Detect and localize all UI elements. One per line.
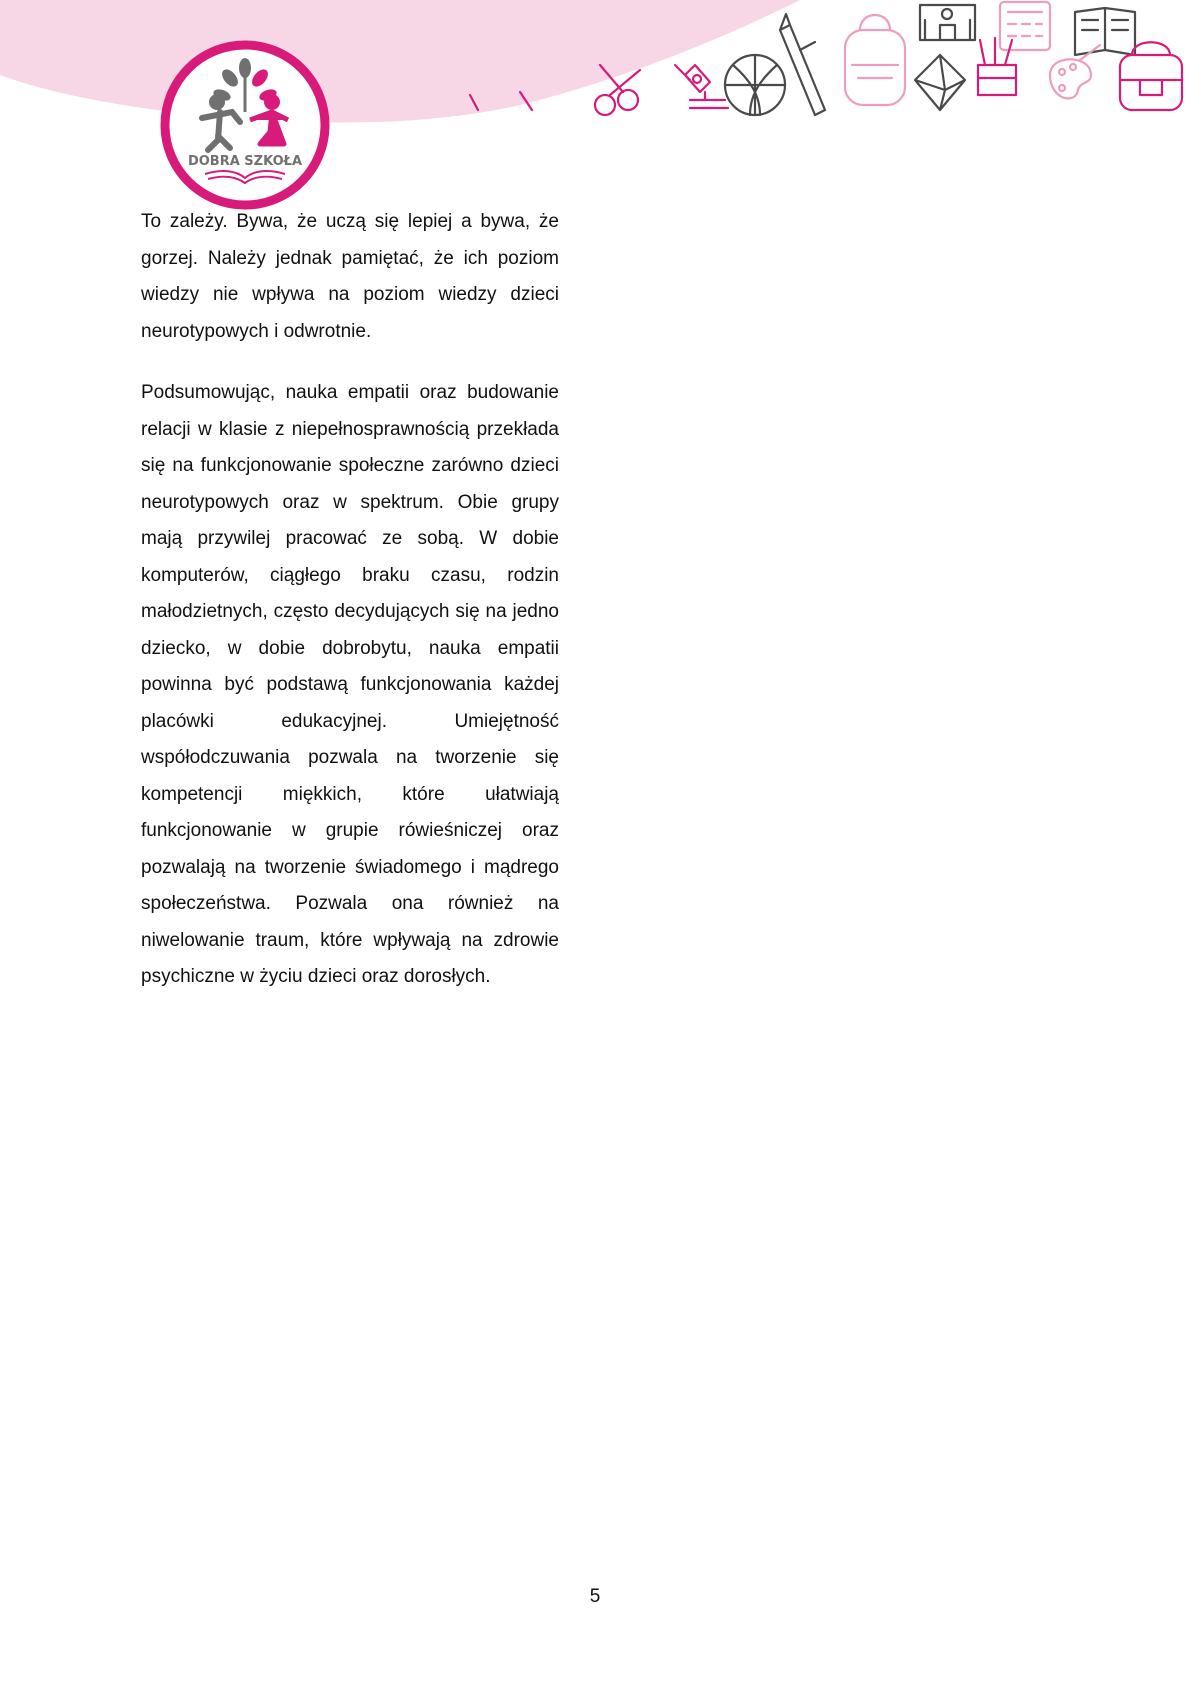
pencil-icon [780, 14, 825, 115]
backpack-icon [845, 15, 905, 105]
paragraph: Podsumowując, nauka empatii oraz budowanie relacji w klasie z niepełnosprawnością przekłada się na funkcjonowanie społeczne zarówno dzieci neurotypowych oraz w spektrum. Obie grupy mają przywilej pracować ze sobą. W dobie komputerów, ciągłego braku czasu, rodzin małodzietnych, często decydujących się na jedno dziecko, w dobie dobrobytu, nauka empatii powinna być podstawą funkcjonowania każdej placówki edukacyjnej. Umiejętność współodczuwania pozwala na tworzenie się kompetencji miękkich, które ułatwiają funkcjonowanie w grupie rówieśniczej oraz pozwalają na tworzenie świadomego i mądrego społeczeństwa. Pozwala ona również na niwelowanie traum, które wpływają na zdrowie psychiczne w życiu dzieci oraz dorosłych. [141, 382, 559, 987]
pencil-cup-icon [978, 38, 1016, 95]
school-building-icon [920, 5, 975, 40]
pyramid-icon [915, 55, 965, 110]
schoolbag-icon [1120, 42, 1182, 110]
calculator-icon [1000, 2, 1050, 50]
microscope-icon [675, 65, 728, 108]
dobra-szkola-logo [160, 40, 330, 210]
page-number: 5 [589, 1586, 601, 1607]
body-text [141, 204, 559, 1021]
pink-wave-shape [0, 0, 800, 123]
paragraph: To zależy. Bywa, że uczą się lepiej a bywa, że gorzej. Należy jednak pamiętać, że ich poziom wiedzy nie wpływa na poziom wiedzy dzieci neurotypowych i odwrotnie. [141, 211, 559, 342]
open-book-icon [1075, 8, 1135, 55]
logo-text: DOBRA SZKOŁA [187, 154, 303, 169]
basketball-icon [725, 55, 785, 115]
